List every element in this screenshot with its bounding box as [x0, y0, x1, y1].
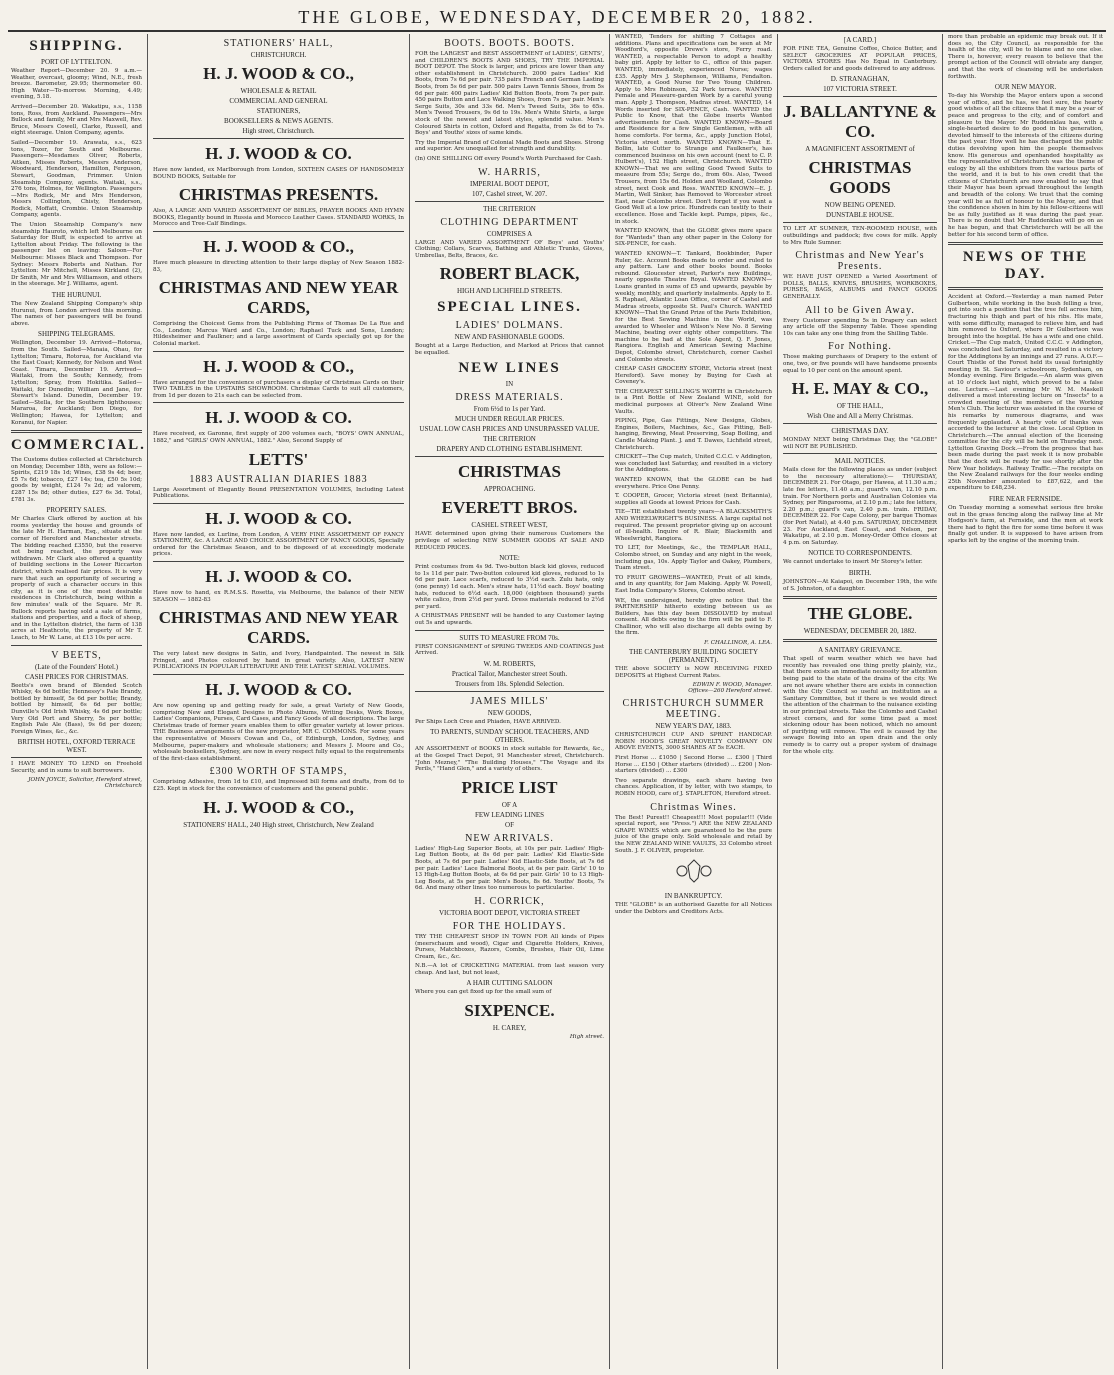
news-text: Accident at Oxford.—Yesterday a man named Peter Gulbertson, while working in the bush felling a tree, got into such a position that the tree fell across him, fracturing his thigh and part of his ribs. His mate, with some difficulty, managed to relieve him, and had him removed to Oxford, where Dr Gulbertson was brought into the hospital. He has a wife and one child. Cricket.—The Cup match, United C.C.C. v Addington, was concluded last Saturday, and resulted in a victory for the Addingtons by an innings and 27 runs. A.O.F.—Court Thistle of the Forest held its usual fortnightly meeting in St. Saviour's schoolroom, Sydenham, on Monday evening. Fire Brigade.—An alarm was given at 10 o'clock last night, which proved to be a false one. Lecture.—Last evening Mr W. M. Maskell delivered a most interesting lecture on "Insects" to a crowded meeting of the members of the Working Men's Club. The lecturer was assisted in the course of his remarks by numerous diagrams, and was frequently applauded. A hearty vote of thanks was accorded to the lecturer at the close. Local Option in Christchurch.—The annual election of the licensing committee for the city will be held on Thursday next. Lyttelton Graving Dock.—From the progress that has been made during the past week it is now probable that the dock will be ready for use shortly after the New Year holidays. Railway Traffic.—The receipts on the New Zealand railways for the four weeks ending 25th November amounted to £87,622, and the expenditure to £48,234.	[948, 294, 1103, 492]
special-lines-heading: SPECIAL LINES.	[437, 299, 582, 316]
wanted-text: WANTED, Tenders for shifting 7 Cottages and additions. Plans and specifications can be seen at Mr Woodford's, opposite Drewe's store, Ferry road. WANTED, a respectable Person to adopt a healthy baby girl. Apply by letter to C., office of this paper. WANTED, immediately, experienced Nurse; wages £35. Apply Mrs J. Stephenson, Williams, Fendalton. WANTED, a Good Nurse for Two Young Children. Apply to Mrs Robinson, 32 Park terrace. WANTED Female and Pleasure-garden Work by a careful young man. Apply J. Thompson, Madras street. WANTED, 14 Words inserted for SIX-PENCE, Cash. WANTED the Public to Know, that the Globe inserts Wanted advertisements for Cash. WANTED KNOWN—Board and Residence for a few Single Gentlemen, with all home comforts. For terms, &c., apply Junction Hotel, Victoria street north. WANTED KNOWN—That E. Bollin, late Cutter to Strange and Faulkner's, has commenced business on his own account (next to C. P. Hulbert's), 152 High street, Christchurch. WANTED KNOWN—That we are selling Good Tweed Suits to measure from 55s; Serge do., from 60s. Also, Tweed Trousers, from 15s 6d. Holden and Woolland, Colombo street, next Cook and Ross. WANTED KNOWN—E. J. Martin, Well Sinker, has Removed to Worcester street East, near Colombo street. Don't forget if you want a Good Well at a low price. Hundreds can testify to their excellence. Hose and Tackle kept. Pumps, pipes, &c., in stock.	[615, 34, 772, 225]
price-of2: OF	[505, 820, 514, 829]
divider	[783, 96, 937, 97]
globe-note: THE "GLOBE" is an authorised Gazette for all Notices under the Debtors and Creditors Acts.	[615, 902, 772, 915]
stranaghan-heading: D. STRANAGHAN,	[830, 75, 890, 84]
magnificent-line: A MAGNIFICENT ASSORTMENT of	[805, 145, 915, 154]
column-editorial	[778, 34, 943, 1369]
robert-black-heading: ROBERT BLACK,	[439, 264, 580, 284]
cricket: CRICKET—The Cup match, United C.C.C. v Addington, was concluded last Saturday, and resulted in a victory for the Addingtons.	[615, 454, 772, 474]
column-stationers	[148, 34, 410, 1369]
column-wanted	[610, 34, 778, 1369]
saloon-heading: A HAIR CUTTING SALOON	[466, 979, 553, 988]
approaching: APPROACHING.	[483, 485, 536, 494]
stationers-hall-heading: STATIONERS' HALL,	[223, 38, 334, 49]
corrick-heading: H. CORRICK,	[474, 895, 545, 907]
cheapest: THE CHEAPEST SHILLING'S WORTH in Christchurch is a Pint Bottle of New Zealand WINE, sold for medicinal purposes at Oliver's New Zealand Wine Vaults.	[615, 388, 772, 415]
criterion-heading: THE CRITERION	[483, 435, 536, 444]
dolmans-heading: LADIES' DOLMANS.	[455, 320, 564, 332]
christchurch-meeting-sub: NEW YEAR'S DAY, 1883.	[655, 722, 732, 731]
cooper: T. COOPER, Grocer, Victoria street (next Britannia), supplies all Goods at lowest Prices for Cash.	[615, 493, 772, 506]
dress-heading: DRESS MATERIALS.	[455, 392, 564, 404]
wanted-known: WANTED KNOWN, that the GLOBE can be had everywhere. Price One Penny.	[615, 477, 772, 490]
christmas-wines-heading: Christmas Wines.	[650, 801, 737, 813]
christchurch-meeting-heading: CHRISTCHURCH SUMMER MEETING.	[622, 698, 765, 721]
divider	[948, 242, 1103, 245]
beets-subheading: (Late of the Founders' Hotel.)	[34, 662, 119, 671]
telegrams-heading: SHIPPING TELEGRAMS.	[38, 330, 115, 339]
globe-banner: THE GLOBE.	[807, 604, 913, 624]
sailed-notice: Sailed—December 19. Arawata, s.s., 623 tons, Tozer, for South and Melbourne. Passengers—Mesdames Oliver, Roberts, Aitken, Misses Roberts, Messrs Anderson, Woodward, Henderson, Hamilton, Ferguson, Stewart, Goodman, Frimmer. Union Steamship Company, agents. Waitaki, s.s., 276 tons, Holmes, for Wellington. Passengers—Mrs Rodick, Mr and Mrs Henderson, Messrs Collington, Chisty, Henderson, Rodick, Moffatt, Crombie. Union Steamship Company, agents.	[11, 139, 142, 219]
christmas-goods-heading: CHRISTMAS GOODS	[808, 158, 912, 198]
arrivals-heading: NEW ARRIVALS.	[465, 832, 554, 844]
cards-text: The very latest new designs in Satin, and Ivory, Handpainted. The newest in Silk Fringed, and Photos coloured by hand in great variety. Also, LATEST NEW PUBLICATIONS IN POPULAR LITERATURE AND THE LATEST SERIAL VOLUMES.	[153, 651, 404, 671]
for-nothing-text: Those making purchases of Drapery to the extent of one, two, or five pounds will have handsome presents equal to 10 per cent on the amount spent.	[783, 354, 937, 374]
mills-text: Per Ships Loch Cree and Phiaden, HAVE ARRIVED.	[415, 718, 561, 725]
tie-notice: TIE—TIE established twenty years—A BLACKSMITH'S AND WHEELWRIGHT'S BUSINESS. A large capital not required. The present proprietor giving up on account of ill-health. Inquire of R. Blair, Blacksmith and Wheelwright, Rangiora.	[615, 509, 772, 542]
news-heading: NEWS OF THE DAY.	[962, 249, 1089, 283]
card-heading: [A CARD.]	[843, 36, 877, 44]
grievance-text: That spell of warm weather which we have had recently has revealed one thing pretty plainly, viz., that there exists an immediate necessity for attention being paid to the state of the drains of the city. We are not aware whether there are exists in connection with the City Council so useful an institution as a Sanitary Committee, but if there is we would direct the attention of the chairman to the nuisance existing in our principal streets. Take the Colombo and Cashel street corners, and for some time past a most sickening odour has been noticed, which no amount of purifying will remove. The evil is caused by the sewage flowing into an open drain and the only remedy is to carry out a proper system of drainage for the whole city.	[783, 656, 937, 755]
divider	[11, 430, 142, 433]
letts-text: Large Assortment of Elegantly Bound PRESENTATION VOLUMES, Including Latest Publications.	[153, 486, 404, 500]
wood-heading: H. J. WOOD & CO.	[205, 567, 352, 587]
cards-heading: CHRISTMAS AND NEW YEAR CARDS.	[158, 608, 399, 648]
property-text: Mr Charles Clark offered by auction at his rooms yesterday the house and grounds of the late Mr H. Harman, Esq., situate at the corner of Hereford and Manchester streets. The bidding reached £3550, but the reserve not being reached, the property was withdrawn. Mr Clark also offered a quantity of building sections in the Lower Riccarton district, which realised fair prices. It is very rare that such an opportunity of securing a property of such a character occurs in this city, as it is one of the most desirable residences in Christchurch, being within a few minutes' walk of the Square. Mr R. Bullock reports having sold a sale of farms, stations and properties, and a flock of sheep, and in the Lyttelton district, the farm of 138 acres at Heathcote, the property of Mr T. Leach, to Mr W. Lane, at £13 10s per acre.	[11, 516, 142, 641]
sweep-table: First Horse ... £1050 | Second Horse ... £300 | Third Horse ... £150 | Other starters (divided) ... £200 | Non-starters (divided) ... £300	[615, 755, 772, 775]
mills-sub: NEW GOODS,	[487, 708, 532, 717]
wood-line: WHOLESALE & RETAIL	[240, 87, 317, 95]
fire-heading: FIRE NEAR FERNSIDE.	[989, 495, 1062, 504]
column-shipping	[6, 34, 148, 1369]
holidays-text: TRY THE CHEAPEST SHOP IN TOWN FOR All kinds of Pipes (meerschaum and wood), Cigar and Cigarette Holders, Knives, Purses, Matchboxes, Razors, Combs, Brushes, Hair Oil, Lime Cream, &c., &c.	[415, 933, 604, 960]
shipping-heading: SHIPPING.	[29, 38, 124, 54]
canterbury-heading: THE CANTERBURY BUILDING SOCIETY (PERMANENT).	[628, 648, 759, 665]
wood-text: Have now to hand, ex R.M.S.S. Rosetta, via Melbourne, the balance of their NEW SEASON — 1882-83	[153, 590, 404, 603]
grievance-heading: A SANITARY GRIEVANCE.	[818, 646, 902, 655]
to-let-text: TO LET AT SUMNER, TEN-ROOMED HOUSE, with outbuildings and paddock; five cows for milk. Apply to Mrs Rule Sumner.	[783, 226, 937, 246]
holidays-heading: FOR THE HOLIDAYS.	[452, 920, 567, 932]
divider	[153, 561, 404, 562]
wood-line: BOOKSELLERS & NEWS AGENTS.	[224, 117, 333, 125]
commercial-heading: COMMERCIAL.	[11, 437, 146, 454]
divider	[153, 674, 404, 675]
present-text: A CHRISTMAS PRESENT will be handed to any Customer laying out 5s and upwards.	[415, 613, 604, 626]
divider	[11, 757, 142, 758]
port-heading: PORT OF LYTTELTON.	[41, 58, 112, 66]
wood-heading: H. J. WOOD & CO.	[205, 680, 352, 700]
corrick-sub: VICTORIA BOOT DEPOT, VICTORIA STREET	[438, 908, 581, 917]
mantles-line: NEW AND FASHIONABLE GOODS.	[454, 333, 565, 342]
christmas-heading: CHRISTMAS	[458, 462, 561, 482]
price-few: FEW LEADING LINES	[474, 810, 545, 819]
divider	[783, 639, 937, 642]
everett-address: CASHEL STREET WEST,	[471, 521, 548, 530]
wood-heading: H. J. WOOD & CO.,	[203, 64, 354, 83]
mail-heading: MAIL NOTICES.	[834, 457, 886, 466]
usual-prices: USUAL LOW CASH PRICES AND UNSURPASSED VALUE.	[419, 425, 600, 434]
wood-text: Have received, ex Garonne, first supply of 200 volumes each, "BOYS' OWN ANNUAL, 1882," and "GIRLS' OWN ANNUAL, 1882." Also, Second Supply of	[153, 431, 404, 444]
clothing-sub: COMPRISES A	[486, 229, 533, 238]
telegrams-text: Wellington, December 19. Arrived—Rotorua, from the South. Sailed—Manaia, Ohau, for Lyttelton; Timaru, Rotorua, for Auckland via the East Coast; Kennedy, for Nelson and West Coast. Timaru, December 19. Arrived—Waitaki, from the South; Kennedy, from Lyttelton; Spray, from Hokitika. Sailed—Waitaki, for Dunedin; William and Jane, for Stewart's Island. Dunedin, December 19. Sailed—Stella, for the Southern lighthouses; Mararoa, for Auckland; Don Diego, for Wellington; Hawea, for Lyttelton; and Koranui, for Napier.	[11, 340, 142, 426]
weather-report: Weather Report—December 20. 9 a.m.—Weather, overcast, gloomy; Wind, N.E., fresh breeze. Barometer, 29.95; thermometer 60. High Water—To-morrow. Morning, 4.49; evening, 5.18.	[11, 68, 142, 101]
boots-note: Try the Imperial Brand of Colonial Made Boots and Shoes. Strong and superior. Are unequalled for strength and durability.	[415, 139, 604, 153]
cards-text: Comprising the Choicest Gems from the Publishing Firms of Thomas De La Rue and Co., London; Marcus Ward and Co., London; Raphael Tuck and Sons, London; Hildesheimer and Faulkner; and a large assortment of Cards specially got up for the Colonial market.	[153, 321, 404, 347]
birth-heading: BIRTH.	[848, 569, 872, 577]
union-notice: The Union Steamship Company's new steamship Hauroto, which left Melbourne on Saturday for Bluff, is expected to arrive at Lyttelton about Friday. The following is the passenger list on leaving: Saloon—For Melbourne: Misses Black and Thompson. For Sydney: Messrs Roberts and Nathan. For Lyttelton: Mr Mitchell, Misses Kirkland (2), Dr Smith, Mr and Mrs Williamson, and others in the steerage. Mr J. Williams, agent.	[11, 222, 142, 288]
boots-offer: (In) ONE SHILLING Off every Pound's Worth Purchased for Cash.	[415, 155, 603, 162]
cash-prices-heading: CASH PRICES FOR CHRISTMAS.	[24, 672, 129, 681]
column-news	[943, 34, 1108, 1369]
price-text: Ladies' High-Leg Superior Boots, at 10s per pair. Ladies' High-Leg Button Boots, at 8s 6d per pair. Ladies' Kid Elastic-Side Boots, at 7s 6d per pair. Ladies' Kid Elastic-Side Boots, at 7s 6d per pair. Ladies' Lace Balmoral Boots, at 6s per pair. Girls' 10 to 13 High-Leg Button Boots, at 6s 6d per pair. Girls' 10 to 13 High-Leg Boots, at 5s per pair. Men's Boots, 8s 6d. Youths' Boots, 7s 6d. And many other lines too numerous to particularise.	[415, 845, 604, 892]
birth-text: JOHNSTON—At Kaiapoi, on December 19th, the wife of S. Johnston, of a daughter.	[783, 579, 937, 592]
wood-line: STATIONERS,	[256, 107, 301, 115]
canterbury-address: Offices—260 Hereford street.	[688, 688, 772, 695]
wood-heading: H. J. WOOD & CO.	[205, 408, 352, 428]
column-drapery	[410, 34, 610, 1369]
christchurch-meeting-text: CHRISTCHURCH CUP AND SPRINT HANDICAP. ROBIN HOOD'S GREAT NOVELTY COMPANY ON ABOVE EVENTS, 3000 SHARES AT 5s EACH.	[615, 732, 772, 752]
wood-address: High street, Christchurch.	[242, 127, 315, 135]
wood-text: Have now landed, ex Lurline, from London, A VERY FINE ASSORTMENT OF FANCY STATIONERY, &c. A LARGE AND CHOICE ASSORTMENT OF FANCY GOODS, Specially ordered for the Christmas Season, and to be disposed of at exceedingly moderate prices.	[153, 531, 404, 558]
wood-text: Have now landed, ex Marlborough from London, SIXTEEN CASES OF HANDSOMELY BOUND BOOKS, Suitable for	[153, 167, 404, 180]
ballantyne-heading: J. BALLANTYNE & CO.	[783, 102, 937, 142]
dunstable-line: DUNSTABLE HOUSE.	[826, 211, 894, 220]
all-given-heading: All to be Given Away.	[805, 304, 915, 316]
may-wish: Wish One and All a Merry Christmas.	[806, 412, 914, 421]
wanted-known: WANTED KNOWN, that the GLOBE gives more space for "Wanteds" than any other paper in the Colony for SIX-PENCE, for cash.	[615, 228, 772, 248]
divider	[11, 645, 142, 646]
fire-text: On Tuesday morning a somewhat serious fire broke out in the grass fencing along the railway line at Mr Hodgson's farm, at Fernside, and the men at work there had to fight the fire for some time before it was finally got under. It is supposed to have arisen from sparks left by the engine of the morning train.	[948, 505, 1103, 544]
parents-text: AN ASSORTMENT of BOOKS in stock suitable for Rewards, &c., at the Gospel Tract Depot, 91 Manchester street, Christchurch. "John Mezney," "The Building Houses," "The Voyage and its Perils," "Hand Glen," and a variety of others.	[415, 746, 604, 773]
cricket-text: N.B.—A lot of CRICKETING MATERIAL from last season very cheap. And last, but not least,	[415, 963, 604, 976]
carey-address: High street.	[569, 1034, 604, 1041]
everett-text: HAVE determined upon giving their numerous Customers the privilege of selecting NEW SUMMER GOODS AT SALE AND REDUCED PRICES.	[415, 531, 604, 551]
mail-text: Mails close for the following places as under (subject to the necessary alterations):— THURSDAY, DECEMBER 21. For Otago, per Hawea, at 11.30 a.m.; late fee letters, 11.40 a.m.; guard's van, 12.10 p.m. train. For Northern ports and Australian Colonies via Sydney, per Ringarooma, at 2.10 p.m.; late fee letters, 2.20 p.m.; guard's van, 2.40 p.m. train. FRIDAY, DECEMBER 22. For Cape Colony, per barque Thomas (for Port Natal), at 4.40 p.m. SATURDAY, DECEMBER 23. For Auckland, East Coast, and Nelson, per Wakatipu, at 2.10 p.m. Money-Order Office closes at 4 p.m. on Saturday.	[783, 467, 937, 546]
note-heading: NOTE:	[499, 554, 520, 563]
letts-heading: LETTS'	[248, 449, 309, 469]
may-heading: H. E. MAY & CO.,	[791, 379, 929, 399]
for-nothing-heading: For Nothing.	[828, 341, 892, 353]
sixpence-heading: SIXPENCE.	[464, 1001, 555, 1021]
much-under: MUCH UNDER REGULAR PRICES.	[455, 415, 564, 424]
divider	[948, 287, 1103, 290]
harris-address: 107, Cashel street, W. 207.	[471, 189, 548, 198]
divider	[415, 691, 604, 692]
mayor-text: To-day his Worship the Mayor enters upon a second year of office, and he has, we feel sure, the hearty good wishes of all the citizens that it may be a year of peace and progress to the city, and of comfort and pleasure to the Mayor. Mr Ruddenklau has, with a single-hearted desire to do good in his generation, devoted himself to the interests of the citizens during the past year. How well he has discharged the public duties devolving upon him the people themselves know. His generous and openhanded hospitality as the representative of Christchurch was the theme of eulogy by all the exhibitors from the various parts of the world, and it is but to his own credit that the citizens of Christchurch are now enabled to say that their Mayor has been spread throughout the length and breadth of the colony. We trust that the coming year will be as full of honour to the Mayor, and that the confidence shown in him by his fellow-citizens will be as fully justified as it was during the past year. There is no doubt that Mr Ruddenklau will go on as he has begun, and that Christchurch will be all the better for his second term of office.	[948, 93, 1103, 238]
divider	[153, 231, 404, 232]
globe-date: WEDNESDAY, DECEMBER 20, 1882.	[803, 627, 917, 636]
criterion-heading: THE CRITERION	[483, 204, 536, 213]
saloon-text: Where you can get fixed up for the small sum of	[415, 989, 552, 996]
boots-heading: BOOTS. BOOTS. BOOTS.	[444, 38, 575, 49]
divider	[783, 222, 937, 223]
may-sub: OF THE HALL,	[836, 402, 884, 411]
wood-text: Have arranged for the convenience of purchasers a display of Christmas Cards on their TWO TABLES in the UPSTAIRS SHOWROOM. Christmas Cards to suit all customers, from 1d per dozen to 21s each can be selected from.	[153, 379, 404, 399]
wood-address: STATIONERS' HALL, 240 High street, Christchurch, New Zealand	[183, 820, 374, 829]
cheap-cash: CHEAP CASH GROCERY STORE, Victoria street (next Hereford). Save money by Buying for Cash at Coveney's.	[615, 366, 772, 386]
roberts-price: Trousers from 18s. Splendid Selection.	[454, 679, 565, 688]
commercial-text: The Customs duties collected at Christchurch on Monday, December 18th, were as follow:—Spirits, £219 18s 1d; Wines, £38 9s 4d; beer, £5 7s 6d; tobacco, £27 14s; tea, £50 5s 10d; goods by weight, £124 7s 2d; ad valorem, £287 15s 8d; other duties, £27 6s 3d. Total, £781 3s.	[11, 457, 142, 503]
grievance-continued: more than probable an epidemic may break out. If it does so, the City Council, as responsible for the health of the city, will be to blame and no one else. There is, however, every reason to believe that the prompt action of the Council will obviate any danger, and that the work of cleansing will be undertaken forthwith.	[948, 34, 1103, 80]
roberts-heading: W. M. ROBERTS,	[483, 659, 536, 668]
wood-line: COMMERCIAL AND GENERAL	[229, 97, 328, 105]
presents-heading: CHRISTMAS PRESENTS.	[178, 185, 379, 205]
hurunui-text: The New Zealand Shipping Company's ship Hurunui, from London arrived this morning. The names of her passengers will be found above.	[11, 301, 142, 327]
loan-notice: I HAVE MONEY TO LEND on Freehold Security, and in sums to suit borrowers.	[11, 761, 142, 774]
wanted-text: WANTED KNOWN—T. Tankard, Bookbinder, Paper Ruler, &c. Account Books made to order and ruled to any pattern. Law and other books bound. Books rebound. Gloucester street, Parker's new Buildings, nearly opposite Theatre Royal. WANTED KNOWN—Loans granted in sums of £5 and upwards, payable by weekly, monthly, and quarterly instalments. Apply to E. S. Raphael, Atlantic Loan Office, corner of Cashel and Madras streets, opposite St. Paul's Church. WANTED KNOWN—That the Grand Prize of the Paris Exhibition, for the Best Sewing Machine in the World, was awarded to Wheeler and Wilson's New No. 8 Sewing Machine, beating over eighty other competitors. The machine to be had at the Sole Agent, Q. F. Jones, Rangiora. English and American Sewing Machine Depot, Colombo street, Christchurch, corner Cashel and Colombo streets.	[615, 251, 772, 363]
partnership-notice: WE, the undersigned, hereby give notice that the PARTNERSHIP hitherto existing between us as Builders, has this day been DISSOLVED by mutual consent. All debts owing to the firm will be paid to F. Challinor, who will also discharge all debts owing by the firm.	[615, 597, 772, 637]
to-let: TO LET, for Meetings, &c., the TEMPLAR HALL, Colombo street, on Sunday and any night in the week, including gas, 10s. Apply Taylor and Oakey, Plumbers, Tuam street.	[615, 545, 772, 572]
property-heading: PROPERTY SALES.	[46, 506, 107, 515]
wood-text: Have much pleasure in directing attention to their large display of New Season 1882-83,	[153, 259, 404, 273]
columns	[6, 34, 1108, 1369]
loan-signature: JOHN JOYCE, Solicitor, Hereford street, Christchurch	[28, 777, 142, 790]
wood-heading: H. J. WOOD & CO.,	[203, 356, 354, 376]
divider	[153, 138, 404, 139]
price-of: OF A	[501, 800, 518, 809]
notice-text: We cannot undertake to insert Mr Storey's letter.	[783, 559, 923, 566]
beets-heading: V BEETS,	[51, 649, 102, 661]
partnership-signature: F. CHALLINOR, A. LEA.	[704, 640, 772, 647]
divider	[783, 423, 937, 424]
xmas-presents-text: WE HAVE JUST OPENED a Varied Assortment of DOLLS, BALLS, KNIVES, BRUSHES, WORKBOXES, PURSES, BAGS, ALBUMS and FANCY GOODS GENERALLY.	[783, 274, 937, 300]
stranaghan-address: 107 VICTORIA STREET.	[823, 85, 897, 94]
divider	[783, 596, 937, 599]
in-word: IN	[505, 380, 514, 389]
divider	[415, 201, 604, 202]
wood-heading: H. J. WOOD & CO.	[205, 508, 352, 528]
hotel-name: BRITISH HOTEL, OXFORD TERRACE WEST.	[17, 738, 136, 755]
wood-heading: H. J. WOOD & CO.,	[203, 236, 354, 256]
letts-years: 1883 AUSTRALIAN DIARIES 1883	[189, 473, 368, 485]
dress-price: From 6½d to 1s per Yard.	[473, 405, 546, 414]
xmas-presents-heading: Christmas and New Year's Presents.	[795, 250, 925, 273]
card-text: FOR FINE TEA, Genuine Coffee, Choice Butter, and SELECT GROCERIES AT POPULAR PRICES, VICTORIA STORES Has No Equal in Canterbury. Orders called for and goods delivered to any address.	[783, 46, 937, 72]
divider	[783, 453, 937, 454]
hurunui-heading: THE HURUNUI.	[51, 291, 102, 299]
mills-heading: JAMES MILLS'	[470, 695, 549, 707]
everett-heading: EVERETT BROS.	[441, 498, 578, 518]
christmas-day-heading: CHRISTMAS DAY.	[831, 427, 889, 436]
parents-heading: TO PARENTS, SUNDAY SCHOOL TEACHERS, AND OTHERS.	[430, 728, 589, 745]
divider	[415, 456, 604, 457]
new-lines-heading: NEW LINES	[458, 360, 561, 377]
price-list-heading: PRICE LIST	[461, 777, 558, 797]
now-open-line: NOW BEING OPENED.	[824, 201, 896, 210]
harris-sub: IMPERIAL BOOT DEPOT,	[469, 179, 549, 188]
divider	[153, 402, 404, 403]
divider	[153, 503, 404, 504]
canterbury-signature: EDWIN F. WOOD, Manager.	[692, 682, 772, 689]
wines-text: The Best! Purest!! Cheapest!!! Most popular!!! (Vide special report, see "Press.") ARE the NEW ZEALAND GRAPE WINES which are guaranteed to be the pure juice of the grape only. Sold wholesale and retail by the NEW ZEALAND WINE VAULTS, 33 Colombo street South. J. F. OLIVER, proprietor.	[615, 814, 772, 854]
bought-text: Bought at a Large Reduction, and Marked at Prices that cannot be equalled.	[415, 343, 604, 356]
divider	[153, 351, 404, 352]
wood-text: Are now opening up and getting ready for sale, a great Variety of New Goods, comprising New and Elegant Designs in Photo Albums, Writing Desks, Work Boxes, Ladies' Companions, Purses, Card Cases, and Fancy Goods of all descriptions. The large Christmas trade of former years enables them to offer greater variety at lower prices. THE Business arrangements of the new proprietor, MR C. COMMONS. For some years the representative of Messrs Cowan and Co., of Edinburgh, London, Sydney, and Melbourne, paper-makers and wholesale stationers; and Messrs J. Moore and Co., wholesale booksellers, Sydney, are now in every respect fully equal to the requirements of the first-class establishment.	[153, 703, 404, 762]
roberts-sub: Practical Tailor, Manchester street South.	[451, 669, 568, 678]
robert-black-address: HIGH AND LICHFIELD STREETS.	[457, 287, 562, 296]
carey-heading: H. CAREY,	[492, 1024, 527, 1033]
canterbury-text: THE above SOCIETY is NOW RECEIVING FIXED DEPOSITS at Highest Current Rates.	[615, 666, 772, 679]
all-given-text: Every Customer spending 5s in Drapery can select any article off the Sixpenny Table. Those spending 10s can take any one thing from the Shilling Table.	[783, 317, 937, 337]
crest-icon	[674, 858, 714, 884]
clothing-text: LARGE AND VARIED ASSORTMENT OF Boys' and Youths' Clothing; Collars, Scarves, Bathing and Athletic Trunks, Gloves, Umbrellas, Belts, Braces, &c.	[415, 239, 604, 259]
divider	[415, 630, 604, 631]
christmas-day-text: MONDAY NEXT being Christmas Day, the "GLOBE" will NOT BE PUBLISHED.	[783, 437, 937, 450]
mayor-heading: OUR NEW MAYOR.	[994, 83, 1057, 92]
sweep-note: Two separate drawings, each share having two chances. Application, if by letter, with two stamps, to ROBIN HOOD, care of J. STAPLETON, Hereford street.	[615, 777, 772, 797]
masthead: THE GLOBE, WEDNESDAY, DECEMBER 20, 1882.	[8, 4, 1106, 32]
note-text: Print costumes from 4s 9d. Two-button black kid gloves, reduced to 1s 11d per pair. Two-button coloured kid gloves, reduced to 1s 6d per pair. Lace scarfs, reduced to 3½d each. Zulu hats, only (one penny) 1d each. Men's straw hats, 11½d each. Boys' boating hats, reduced to 6½d each. 18,000 (eighteen thousand) yards white calico, from 2½d per yard. Dress materials reduced to 2½d per yard.	[415, 564, 604, 610]
wood-heading: H. J. WOOD & CO.	[205, 144, 352, 163]
notice-heading: NOTICE TO CORRESPONDENTS.	[808, 549, 912, 558]
suits-text: FIRST CONSIGNMENT of SPRING TWEEDS AND COATINGS Just Arrived.	[415, 643, 604, 657]
suits-heading: SUITS TO MEASURE FROM 70s.	[459, 633, 560, 642]
royal-arms-emblem	[615, 858, 772, 888]
cash-prices-text: Beetts's own brand of Blended Scotch Whisky, 4s 6d bottle; Hennessy's Pale Brandy, bottled by himself, 5s 6d per bottle; Brandy, bottled by himself, 6s 6d per bottle; Dunville's Old Irish Whisky, 4s 6d per bottle; Very Old Port and Sherry, 5s per bottle; English Pale Ale (Bass), 9s 6d per dozen; Foreign Wines, &c., &c.	[11, 682, 142, 735]
boots-text: FOR the LARGEST and BEST ASSORTMENT of LADIES', GENTS', and CHILDREN'S BOOTS AND SHOES, TRY THE IMPERIAL BOOT DEPOT. The Stock is larger, and prices are lower than any other establishment in Christchurch. 2000 pairs Ladies' Kid Boots, from 7s 6d per pair. 735 pairs French and German Lasting Boots, from 5s 6d per pair. 500 pairs Lawn Tennis Shoes, from 5s 6d per pair. 400 pairs Ladies' Kid Button Boots, from 7s per pair. 450 pairs Button and Lace Walking Shoes, from 7s per pair. Men's Serge Suits, 30s and 33s 6d. Men's Tweed Suits, 36s to 65s. Men's Tweed Trousers, 9s 6d to 19s. Men's White Shirts, a large stock of the newest and latest styles, splendid value. Men's Coloured Shirts in cotton, Oxford and Regatta, from 3s 6d to 7s. Boys' and Youths' sizes of same kinds.	[415, 51, 604, 137]
fruit-notice: TO FRUIT GROWERS—WANTED, Fruit of all kinds, and in any quantity, for Jam Making. Apply W. Powell, East India Company's Stores, Colombo street.	[615, 574, 772, 594]
presents-text: Also, A LARGE AND VARIED ASSORTMENT OF BIBLES, PRAYER BOOKS AND HYMN BOOKS, Elegantly bound in Russia and Morocco Leather Cases. STANDARD WORKS, In Morocco and Tree-Calf Bindings.	[153, 208, 404, 228]
bankruptcy-heading: IN BANKRUPTCY.	[664, 892, 723, 901]
criterion-sub: DRAPERY AND CLOTHING ESTABLISHMENT.	[436, 445, 583, 454]
cards-heading: CHRISTMAS AND NEW YEAR CARDS,	[158, 278, 399, 318]
stamps-text: Comprising Adhesive, from 1d to £10, and Impressed bill forms and drafts, from 6d to £25. Kept in stock for the convenience of customers and the general public.	[153, 779, 404, 792]
stationers-hall-sub: CHRISTCHURCH.	[250, 51, 307, 59]
wood-heading: H. J. WOOD & CO.,	[203, 797, 354, 817]
piping: PIPING, Pipe, Gas Fittings, New Designs, Globes, Engines, Boilers, Machines, &c., Gas Fitting, Bell-hanging, Brewing, Meat Preserving, Soap Boiling, and Candle Making Plant. J. and T. Dawes, Lichfield street, Christchurch.	[615, 418, 772, 451]
clothing-heading: CLOTHING DEPARTMENT	[440, 216, 579, 228]
stamps-heading: £300 WORTH OF STAMPS,	[209, 766, 348, 778]
arrived-notice: Arrived—December 20. Wakatipu, s.s., 1158 tons, Ross, from Auckland. Passengers—Mrs Bullock and family, Mr and Mrs Maxwell, Rev. Bruce, Messrs Cowell, Clarke, Russell, and eight steerage. Union Company, agents.	[11, 103, 142, 137]
harris-heading: W. HARRIS,	[478, 166, 541, 178]
